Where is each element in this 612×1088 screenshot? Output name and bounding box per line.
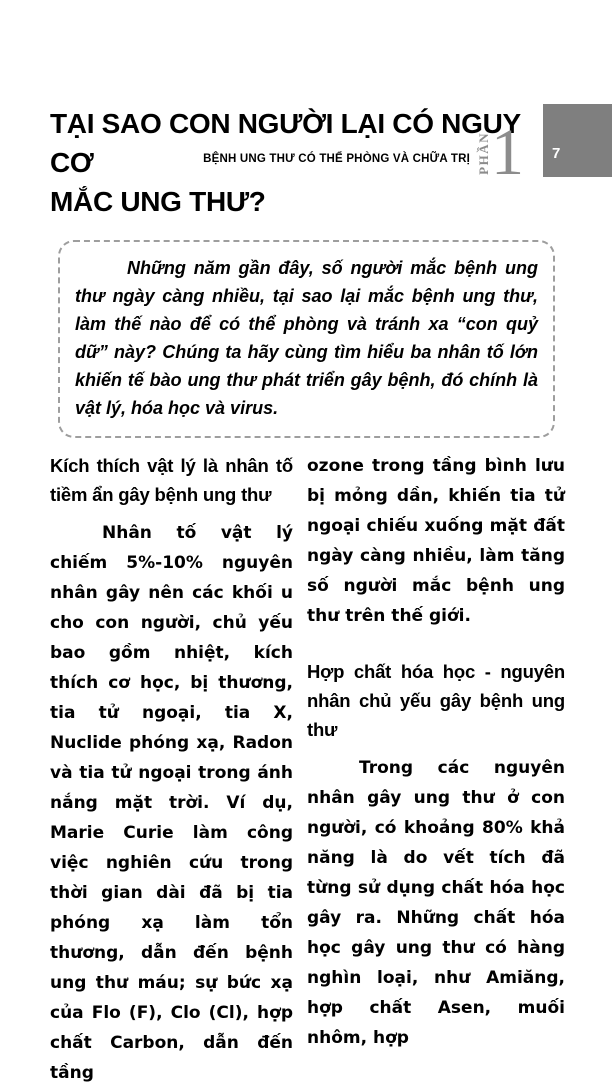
page-title-line1: TẠI SAO CON NGƯỜI LẠI CÓ NGUY CƠ	[50, 108, 521, 178]
running-title: BỆNH UNG THƯ CÓ THỂ PHÒNG VÀ CHỮA TRỊ	[203, 153, 470, 165]
section-heading-physical: Kích thích vật lý là nhân tố tiềm ẩn gây bệnh ung thư	[50, 455, 293, 505]
part-label: PHẦN	[476, 131, 491, 175]
paragraph-physical-factors: Nhân tố vật lý chiếm 5%-10% nguyên nhân gây nên các khối u cho con người, chủ yếu bao gồm nhiệt, kích thích cơ học, bị thương, tia tử ngoại, tia X, Nuclide phóng xạ, Radon và tia tử ngoại trong ánh nắng mặt trời. Ví dụ, Marie Curie làm công việc nghiên cứu trong thời gian dài đã bị tia phóng xạ làm tổn thương, dẫn đến bệnh ung thư máu; sự bức xạ của Flo (F), Clo (Cl), hợp chất Carbon, dẫn đến tầng	[50, 523, 293, 1083]
paragraph-chemical-factors: Trong các nguyên nhân gây ung thư ở con người, có khoảng 80% khả năng là do vết tích đã từng sử dụng chất hóa học gây ra. Những chất hóa học gây ung thư có hàng nghìn loại, như Amiăng, hợp chất Asen, muối nhôm, hợp	[307, 758, 565, 1048]
column-left	[50, 451, 293, 1088]
intro-box	[58, 240, 555, 438]
intro-text: Những năm gần đây, số người mắc bệnh ung thư ngày càng nhiều, tại sao lại mắc bệnh ung thư, làm thế nào để có thể phòng và tránh xa “con quỷ dữ” này? Chúng ta hãy cùng tìm hiểu ba nhân tố lớn khiến tế bào ung thư phát triển gây bệnh, đó chính là vật lý, hóa học và virus.	[75, 258, 538, 418]
column-right	[307, 451, 565, 1088]
body-columns	[50, 451, 565, 1088]
page-number-box	[543, 104, 612, 177]
book-page	[0, 104, 612, 1083]
part-number: 1	[491, 116, 524, 189]
page-title-line2: MẮC UNG THƯ?	[50, 186, 266, 217]
section-heading-chemical: Hợp chất hóa học - nguyên nhân chủ yếu gây bệnh ung thư	[307, 661, 565, 740]
part-block	[476, 116, 524, 189]
paragraph-ozone-continued: ozone trong tầng bình lưu bị mỏng dần, khiến tia tử ngoại chiếu xuống mặt đất ngày càng nhiều, làm tăng số người mắc bệnh ung thư trên thế giới.	[307, 456, 565, 626]
page-number: 7	[552, 145, 561, 162]
